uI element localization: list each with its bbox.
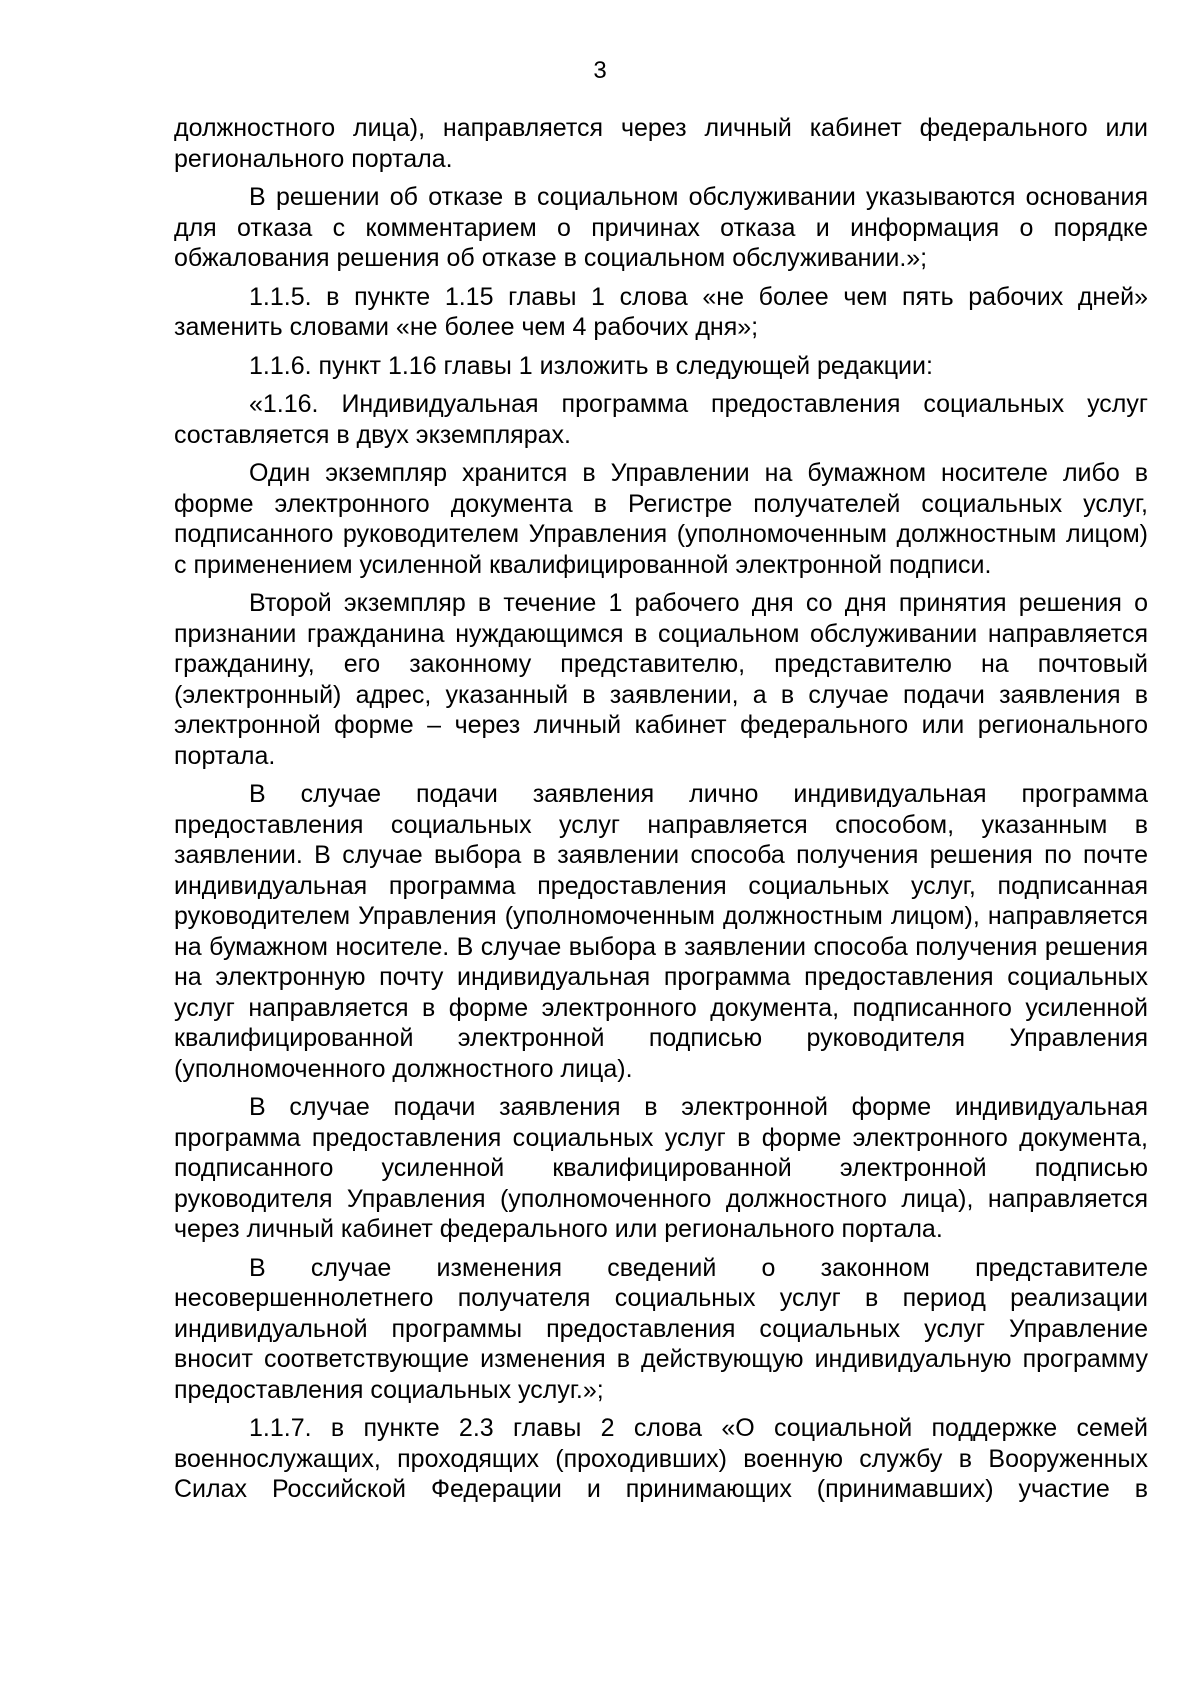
paragraph-4: 1.1.6. пункт 1.16 главы 1 изложить в следующей редакции:	[249, 351, 933, 380]
paragraph-2: В решении об отказе в социальном обслуживании указываются основания для отказа с комментарием о причинах отказа и информация о порядке обжалования решения об отказе в социальном обслуживании.»;	[174, 183, 1148, 272]
paragraph-5: «1.16. Индивидуальная программа предоставления социальных услуг составляется в двух экземплярах.	[174, 390, 1148, 449]
paragraph-11: 1.1.7. в пункте 2.3 главы 2 слова «О социальной поддержке семей военнослужащих, проходящих (проходивших) военную службу в Вооруженных Силах Российской Федерации и принимающих (принимавших) участие в	[174, 1414, 1148, 1503]
paragraph-10: В случае изменения сведений о законном представителе несовершеннолетнего получателя социальных услуг в период реализации индивидуальной программы предоставления социальных услуг Управление вносит соответствующие изменения в действующую индивидуальную программу предоставления социальных услуг.»;	[174, 1253, 1148, 1404]
page-number: 3	[593, 57, 607, 84]
paragraph-6: Один экземпляр хранится в Управлении на бумажном носителе либо в форме электронного документа в Регистре получателей социальных услуг, подписанного руководителем Управления (уполномоченным должностным лицом) с применением усиленной квалифицированной электронной подписи.	[174, 459, 1148, 579]
paragraph-8: В случае подачи заявления лично индивидуальная программа предоставления социальных услуг направляется способом, указанным в заявлении. В случае выбора в заявлении способа получения решения по почте индивидуальная программа предоставления социальных услуг, подписанная руководителем Управления (уполномоченным должностным лицом), направляется на бумажном носителе. В случае выбора в заявлении способа получения решения на электронную почту индивидуальная программа предоставления социальных услуг направляется в форме электронного документа, подписанного усиленной квалифицированной электронной подписью руководителя Управления (уполномоченного должностного лица).	[174, 780, 1148, 1083]
paragraph-7: Второй экземпляр в течение 1 рабочего дня со дня принятия решения о признании гражданина нуждающимся в социальном обслуживании направляется гражданину, его законному представителю, представителю на почтовый (электронный) адрес, указанный в заявлении, а в случае подачи заявления в электронной форме – через личный кабинет федерального или регионального портала.	[174, 589, 1148, 770]
paragraph-9: В случае подачи заявления в электронной форме индивидуальная программа предоставления социальных услуг в форме электронного документа, подписанного усиленной квалифицированной электронной подписью руководителя Управления (уполномоченного должностного лица), направляется через личный кабинет федерального или регионального портала.	[174, 1093, 1148, 1243]
document-body	[174, 113, 1148, 1513]
paragraph-3: 1.1.5. в пункте 1.15 главы 1 слова «не более чем пять рабочих дней» заменить словами «не более чем 4 рабочих дня»;	[174, 282, 1148, 341]
paragraph-1: должностного лица), направляется через личный кабинет федерального или регионального портала.	[174, 114, 1148, 173]
